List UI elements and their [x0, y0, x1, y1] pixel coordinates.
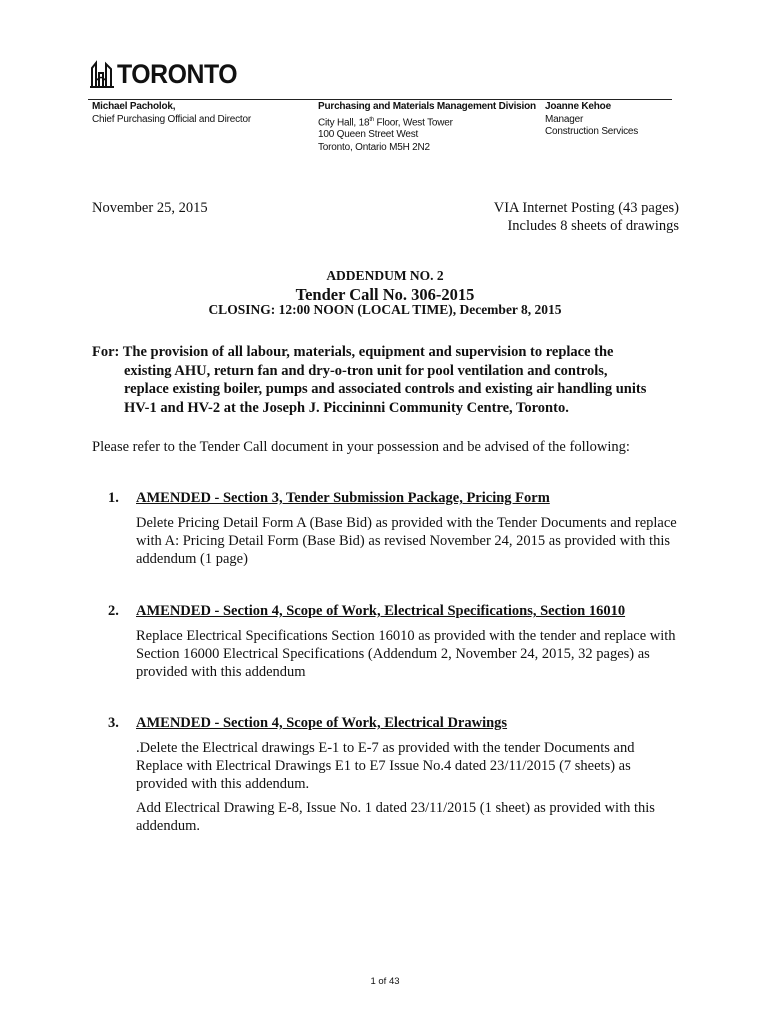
division-address-line2: 100 Queen Street West	[318, 129, 419, 141]
item-1-paragraph: Delete Pricing Detail Form A (Base Bid) as provided with the Tender Documents and replace with A: Pricing Detail Form (Base Bid) as revised November 24, 2015 as provided with this addendum (1 page)	[136, 515, 677, 567]
letter-date: November 25, 2015	[92, 200, 208, 216]
project-description	[92, 343, 692, 417]
project-description-line3: replace existing boiler, pumps and associated controls and existing air handling units	[124, 381, 647, 397]
item-3-title: AMENDED - Section 4, Scope of Work, Electrical Drawings	[136, 715, 508, 731]
posting-line1: VIA Internet Posting (43 pages)	[493, 200, 679, 216]
closing-heading: CLOSING: 12:00 NOON (LOCAL TIME), December 8, 2015	[208, 302, 562, 317]
posting-info	[494, 199, 679, 235]
item-1-number: 1.	[108, 490, 119, 506]
letterhead-director-block	[92, 101, 251, 126]
item-3-paragraph-1: .Delete the Electrical drawings E-1 to E-7 as provided with the tender Documents and Replace with Electrical Drawings E1 to E7 Issue No.4 dated 23/11/2015 (7 sheets) as provided with this addendum.	[136, 740, 635, 792]
city-of-toronto-logo	[90, 60, 248, 88]
manager-name: Joanne Kehoe	[545, 101, 611, 112]
division-address-line1: City Hall, 18th Floor, West Tower	[318, 116, 453, 128]
item-2-paragraph: Replace Electrical Specifications Section 16010 as provided with the tender and replace with Section 16000 Electrical Specifications (Addendum 2, November 24, 2015, 32 pages) as provided with this addendum	[136, 628, 676, 680]
intro-paragraph: Please refer to the Tender Call document in your possession and be advised of the following:	[92, 439, 630, 455]
project-description-line1: For: The provision of all labour, materials, equipment and supervision to replace the	[92, 344, 614, 360]
item-3-body	[136, 739, 681, 835]
item-1-body	[136, 514, 681, 568]
project-description-line2: existing AHU, return fan and dry-o-tron unit for pool ventilation and controls,	[124, 362, 608, 379]
city-hall-icon	[90, 60, 114, 88]
tender-call-heading: Tender Call No. 306-2015	[295, 285, 475, 304]
posting-line2: Includes 8 sheets of drawings	[507, 218, 679, 234]
item-1-title: AMENDED - Section 3, Tender Submission Package, Pricing Form	[136, 490, 550, 506]
item-2-number: 2.	[108, 603, 119, 619]
director-name: Michael Pacholok,	[92, 101, 176, 112]
director-title: Chief Purchasing Official and Director	[92, 113, 251, 125]
division-name: Purchasing and Materials Management Division	[318, 101, 536, 112]
division-address-line3: Toronto, Ontario M5H 2N2	[318, 141, 430, 153]
page-number: 1 of 43	[370, 976, 400, 987]
letterhead-manager-block	[545, 101, 638, 139]
logo-wordmark: TORONTO	[117, 59, 238, 89]
item-3-paragraph-2: Add Electrical Drawing E-8, Issue No. 1 dated 23/11/2015 (1 sheet) as provided with this addendum.	[136, 800, 655, 834]
addendum-heading: ADDENDUM NO. 2	[326, 268, 444, 283]
item-2-title: AMENDED - Section 4, Scope of Work, Electrical Specifications, Section 16010	[136, 603, 626, 619]
manager-department: Construction Services	[545, 126, 639, 137]
item-2-body	[136, 627, 681, 681]
letterhead-division-block	[318, 101, 536, 154]
manager-title: Manager	[545, 113, 584, 125]
item-3-number: 3.	[108, 715, 119, 731]
header-divider	[88, 99, 672, 100]
project-description-line4: HV-1 and HV-2 at the Joseph J. Piccininni Community Centre, Toronto.	[124, 399, 569, 416]
